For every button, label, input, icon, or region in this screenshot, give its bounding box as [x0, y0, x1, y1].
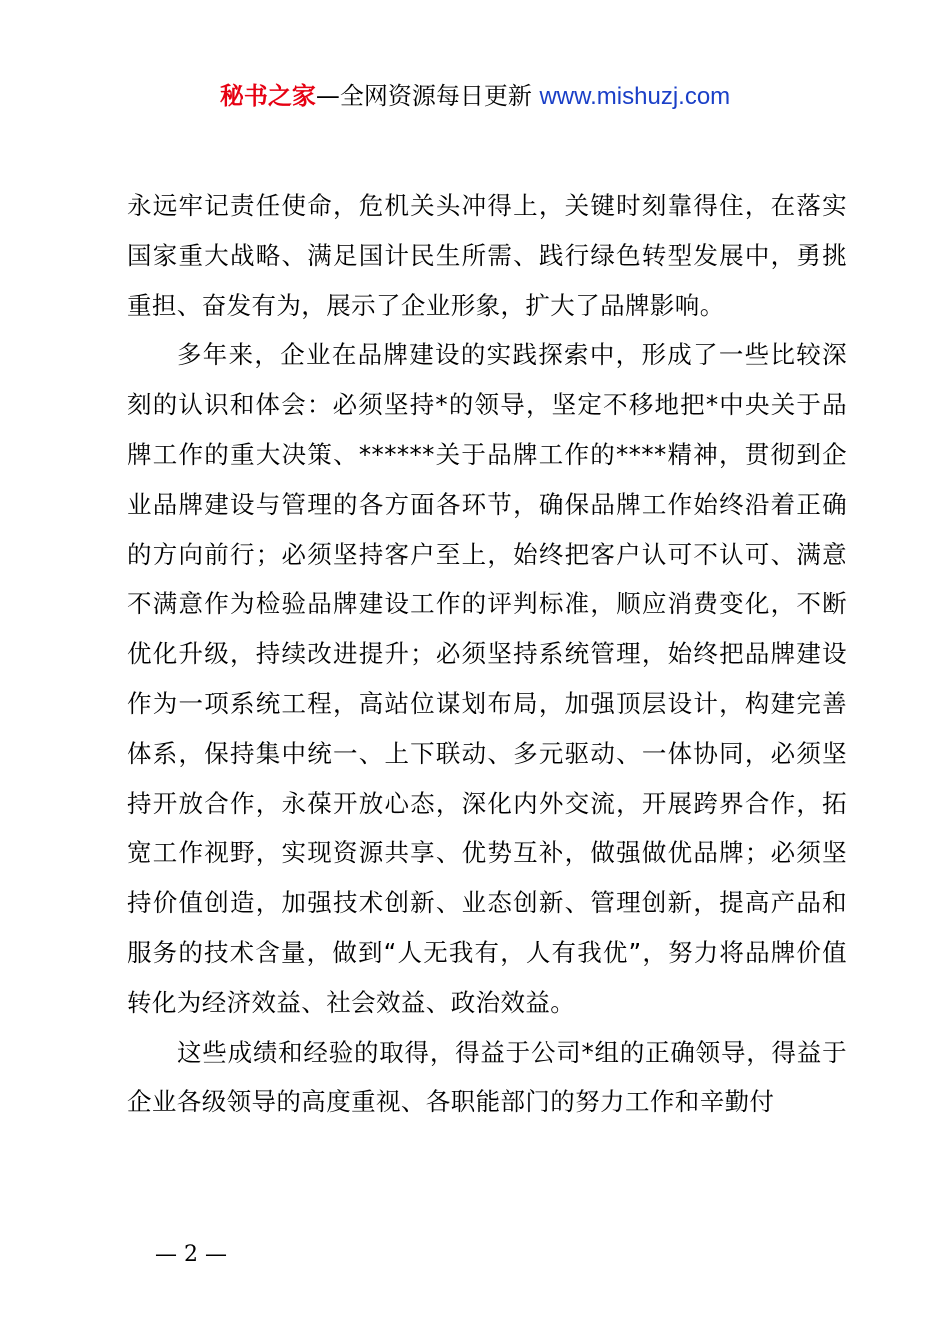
document-body	[127, 181, 847, 1127]
header-url-link[interactable]: www.mishuzj.com	[539, 83, 731, 110]
document-header	[0, 80, 950, 113]
header-tagline: —全网资源每日更新	[315, 82, 532, 110]
paragraph-continued: 永远牢记责任使命，危机关头冲得上，关键时刻靠得住，在落实国家重大战略、满足国计民生所需、践行绿色转型发展中，勇挑重担、奋发有为，展示了企业形象，扩大了品牌影响。	[127, 191, 847, 320]
page-number: — 2 —	[155, 1242, 227, 1267]
paragraph-achievements: 这些成绩和经验的取得，得益于公司*组的正确领导，得益于企业各级领导的高度重视、各职能部门的努力工作和辛勤付	[127, 1037, 847, 1117]
header-brand: 秘书之家	[219, 82, 316, 110]
paragraph-experience: 多年来，企业在品牌建设的实践探索中，形成了一些比较深刻的认识和体会：必须坚持*的领导，坚定不移地把*中央关于品牌工作的重大决策、******关于品牌工作的****精神，贯彻到企业品牌建设与管理的各方面各环节，确保品牌工作始终沿着正确的方向前行；必须坚持客户至上，始终把客户认可不认可、满意不满意作为检验品牌建设工作的评判标准，顺应消费变化，不断优化升级，持续改进提升；必须坚持系统管理，始终把品牌建设作为一项系统工程，高站位谋划布局，加强顶层设计，构建完善体系，保持集中统一、上下联动、多元驱动、一体协同，必须坚持开放合作，永葆开放心态，深化内外交流，开展跨界合作，拓宽工作视野，实现资源共享、优势互补，做强做优品牌；必须坚持价值创造，加强技术创新、业态创新、管理创新，提高产品和服务的技术含量，做到“人无我有，人有我优”，努力将品牌价值转化为经济效益、社会效益、政治效益。	[127, 340, 847, 1017]
